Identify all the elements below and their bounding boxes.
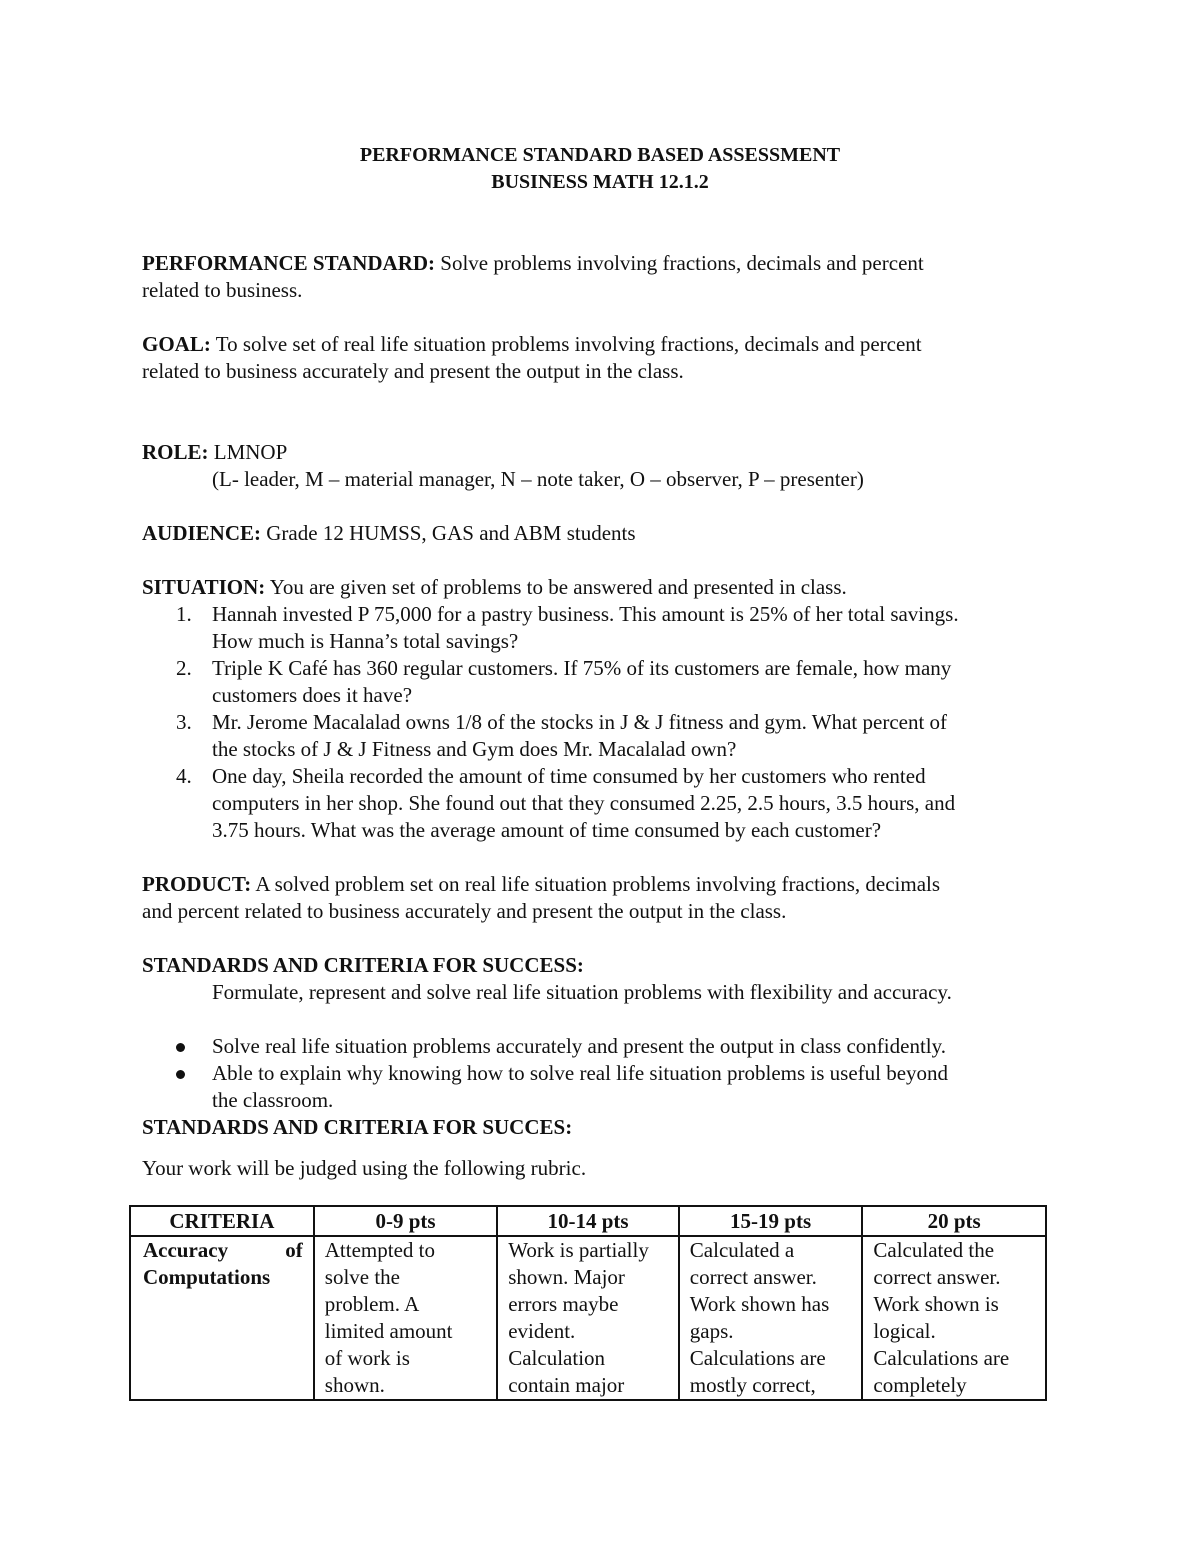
standards-section-2 bbox=[142, 1114, 1052, 1182]
rubric-cell-10-14 bbox=[497, 1236, 679, 1400]
criteria-cell bbox=[130, 1236, 314, 1400]
performance-standard-section bbox=[142, 250, 1052, 304]
header-0-9: 0-9 pts bbox=[314, 1206, 497, 1236]
rubric-cell-20 bbox=[862, 1236, 1046, 1400]
cell-line: Calculated a bbox=[689, 1238, 795, 1262]
cell-line: logical. bbox=[873, 1319, 936, 1343]
situation-section bbox=[142, 574, 1052, 844]
goal-section bbox=[142, 331, 1052, 385]
document-page bbox=[142, 142, 1052, 1182]
bullet-icon bbox=[176, 1043, 185, 1052]
cell-line: gaps. bbox=[689, 1319, 734, 1343]
goal-text-1: To solve set of real life situation problems involving fractions, decimals and percent bbox=[215, 332, 922, 356]
cell-line: mostly correct, bbox=[689, 1373, 816, 1397]
cell-line: Work shown has bbox=[689, 1292, 830, 1316]
list-item bbox=[142, 655, 1052, 709]
cell-line: Calculations are bbox=[873, 1346, 1010, 1370]
problem-line: the stocks of J & J Fitness and Gym does Mr. Macalalad own? bbox=[212, 737, 737, 761]
cell-line: problem. A bbox=[324, 1292, 420, 1316]
standards-section bbox=[142, 952, 1052, 1114]
cell-line: completely bbox=[873, 1373, 967, 1397]
rubric-intro: Your work will be judged using the following rubric. bbox=[142, 1156, 587, 1180]
problem-line: computers in her shop. She found out that they consumed 2.25, 2.5 hours, 3.5 hours, and bbox=[212, 791, 956, 815]
performance-standard-text-2: related to business. bbox=[142, 278, 303, 302]
product-text-1: A solved problem set on real life situation problems involving fractions, decimals bbox=[255, 872, 941, 896]
cell-line: Work shown is bbox=[873, 1292, 999, 1316]
cell-line: correct answer. bbox=[689, 1265, 817, 1289]
standards-label: STANDARDS AND CRITERIA FOR SUCCESS: bbox=[142, 953, 584, 977]
criteria-word: of bbox=[285, 1238, 303, 1262]
rubric-table bbox=[129, 1205, 1047, 1401]
header-15-19: 15-19 pts bbox=[679, 1206, 863, 1236]
bullet-line: the classroom. bbox=[212, 1088, 334, 1112]
product-text-2: and percent related to business accurately and present the output in the class. bbox=[142, 899, 787, 923]
problem-line: Hannah invested P 75,000 for a pastry business. This amount is 25% of her total savings. bbox=[212, 602, 959, 626]
rubric-header-row bbox=[130, 1206, 1046, 1236]
bullet-line: Able to explain why knowing how to solve real life situation problems is useful beyond bbox=[212, 1061, 949, 1085]
header-20: 20 pts bbox=[862, 1206, 1046, 1236]
bullet-line: Solve real life situation problems accurately and present the output in class confidently. bbox=[212, 1034, 947, 1058]
product-section bbox=[142, 871, 1052, 925]
header-10-14: 10-14 pts bbox=[497, 1206, 679, 1236]
cell-line: Work is partially bbox=[508, 1238, 649, 1262]
cell-line: Calculation bbox=[508, 1346, 606, 1370]
criteria-word: Accuracy bbox=[143, 1238, 229, 1262]
list-item bbox=[142, 763, 1052, 844]
problem-line: Triple K Café has 360 regular customers. If 75% of its customers are female, how many bbox=[212, 656, 952, 680]
problem-line: 3.75 hours. What was the average amount of time consumed by each customer? bbox=[212, 818, 882, 842]
cell-line: Calculated the bbox=[873, 1238, 995, 1262]
role-section bbox=[142, 439, 1052, 493]
title-line-2: BUSINESS MATH 12.1.2 bbox=[491, 171, 709, 193]
header-criteria: CRITERIA bbox=[130, 1206, 314, 1236]
cell-line: errors maybe bbox=[508, 1292, 619, 1316]
rubric-cell-0-9 bbox=[314, 1236, 497, 1400]
standards-text: Formulate, represent and solve real life situation problems with flexibility and accuracy. bbox=[212, 980, 952, 1004]
problem-number: 1. bbox=[176, 602, 192, 626]
problem-line: customers does it have? bbox=[212, 683, 413, 707]
audience-label: AUDIENCE: bbox=[142, 521, 262, 545]
problem-list bbox=[142, 601, 1052, 844]
situation-intro: You are given set of problems to be answered and presented in class. bbox=[269, 575, 847, 599]
list-item bbox=[142, 1060, 1052, 1114]
list-item bbox=[142, 709, 1052, 763]
cell-line: limited amount bbox=[324, 1319, 453, 1343]
rubric-cell-15-19 bbox=[679, 1236, 863, 1400]
problem-line: How much is Hanna’s total savings? bbox=[212, 629, 519, 653]
table-row bbox=[130, 1236, 1046, 1400]
document-title bbox=[0, 142, 1200, 196]
audience-value: Grade 12 HUMSS, GAS and ABM students bbox=[266, 521, 636, 545]
cell-line: of work is bbox=[324, 1346, 410, 1370]
role-value: LMNOP bbox=[213, 440, 288, 464]
criteria-line: Computations bbox=[143, 1265, 271, 1289]
product-label: PRODUCT: bbox=[142, 872, 252, 896]
performance-standard-text-1: Solve problems involving fractions, decimals and percent bbox=[440, 251, 924, 275]
problem-number: 3. bbox=[176, 710, 192, 734]
problem-number: 2. bbox=[176, 656, 192, 680]
standards-label-2: STANDARDS AND CRITERIA FOR SUCCES: bbox=[142, 1115, 573, 1139]
standards-bullets bbox=[142, 1033, 1052, 1114]
cell-line: solve the bbox=[324, 1265, 400, 1289]
problem-line: One day, Sheila recorded the amount of time consumed by her customers who rented bbox=[212, 764, 926, 788]
list-item bbox=[142, 601, 1052, 655]
situation-label: SITUATION: bbox=[142, 575, 266, 599]
cell-line: contain major bbox=[508, 1373, 625, 1397]
audience-section bbox=[142, 520, 1052, 547]
cell-line: evident. bbox=[508, 1319, 576, 1343]
bullet-icon bbox=[176, 1070, 185, 1079]
problem-number: 4. bbox=[176, 764, 192, 788]
title-line-1: PERFORMANCE STANDARD BASED ASSESSMENT bbox=[359, 144, 841, 166]
cell-line: shown. bbox=[324, 1373, 385, 1397]
goal-label: GOAL: bbox=[142, 332, 211, 356]
cell-line: Attempted to bbox=[324, 1238, 435, 1262]
performance-standard-label: PERFORMANCE STANDARD: bbox=[142, 251, 436, 275]
cell-line: correct answer. bbox=[873, 1265, 1001, 1289]
list-item bbox=[142, 1033, 1052, 1060]
cell-line: Calculations are bbox=[689, 1346, 826, 1370]
problem-line: Mr. Jerome Macalalad owns 1/8 of the stocks in J & J fitness and gym. What percent of bbox=[212, 710, 948, 734]
role-detail: (L- leader, M – material manager, N – note taker, O – observer, P – presenter) bbox=[212, 467, 864, 491]
cell-line: shown. Major bbox=[508, 1265, 625, 1289]
goal-text-2: related to business accurately and present the output in the class. bbox=[142, 359, 684, 383]
role-label: ROLE: bbox=[142, 440, 209, 464]
